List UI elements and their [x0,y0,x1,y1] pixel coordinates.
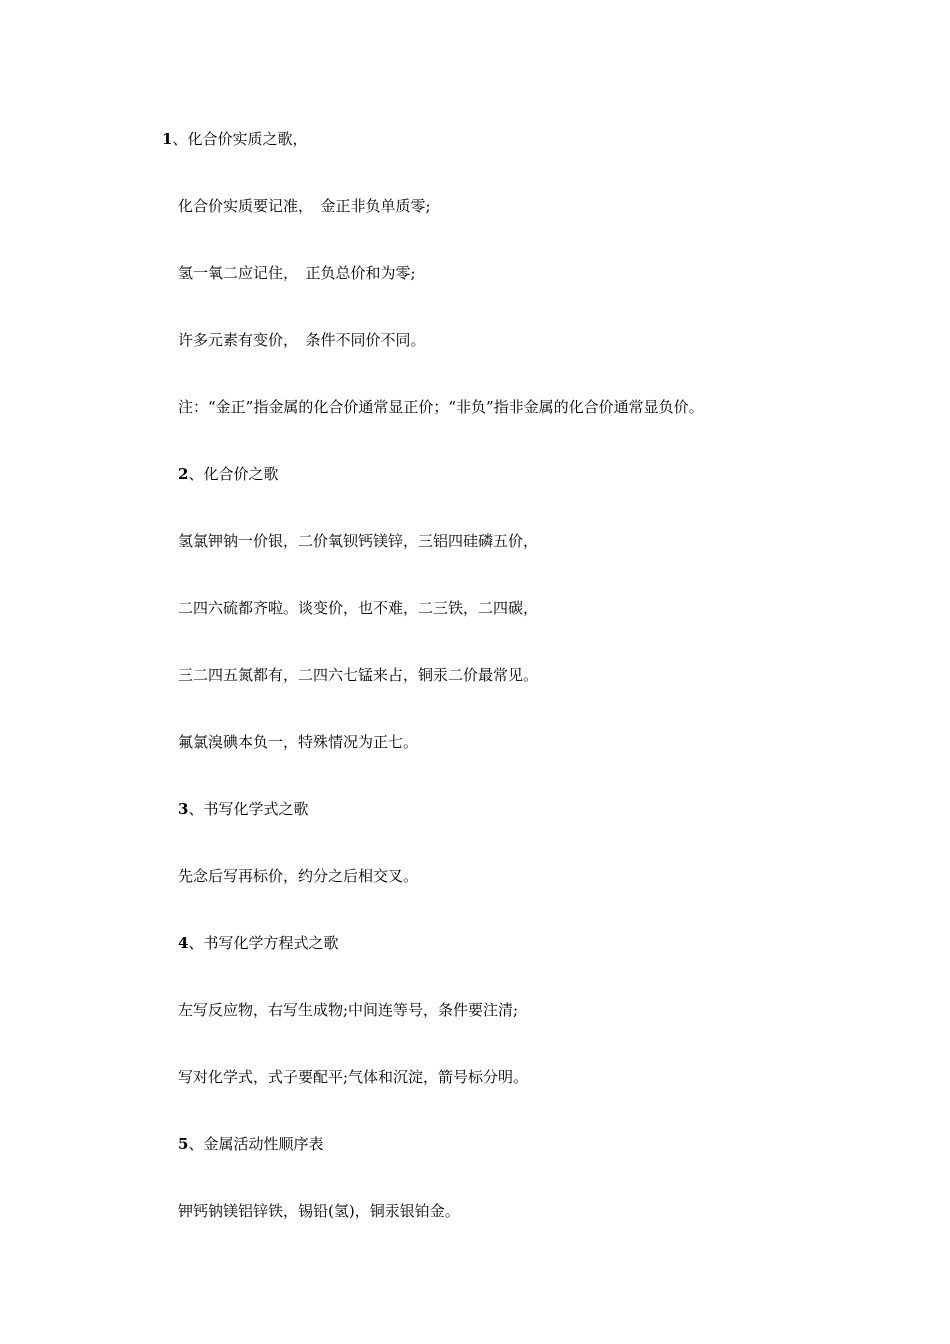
section-2-title: 、化合价之歌 [188,465,279,483]
section-1-heading [162,129,307,149]
section-1-line-3: 许多元素有变价， 条件不同价不同。 [178,331,426,349]
section-4-line-1: 左写反应物，右写生成物;中间连等号，条件要注清; [178,1001,519,1019]
section-4-line-2: 写对化学式，式子要配平;气体和沉淀，箭号标分明。 [178,1068,529,1086]
section-1-line-1: 化合价实质要记准， 金正非负单质零; [178,197,431,215]
section-1-line-2: 氢一氧二应记住， 正负总价和为零; [178,264,416,282]
section-3-title: 、书写化学式之歌 [188,800,309,818]
section-1-note: 注：“金正”指金属的化合价通常显正价；“非负”指非金属的化合价通常显负价。 [178,398,704,416]
section-4-number: 4 [178,934,189,952]
section-3-number: 3 [178,800,189,818]
section-1-title: 、化合价实质之歌， [172,130,308,148]
section-5-heading [178,1134,323,1154]
section-2-line-3: 三二四五氮都有，二四六七锰来占，铜汞二价最常见。 [178,666,539,684]
section-2-line-2: 二四六硫都齐啦。谈变价，也不难，二三铁，二四碳， [178,599,539,617]
section-5-title: 、金属活动性顺序表 [188,1135,324,1153]
section-5-line-1: 钾钙钠镁铝锌铁，锡铅(氢)，铜汞银铂金。 [178,1202,460,1220]
section-2-line-1: 氢氯钾钠一价银，二价氧钡钙镁锌，三铝四硅磷五价， [178,532,539,550]
section-2-number: 2 [178,465,189,483]
section-5-number: 5 [178,1135,189,1153]
section-2-heading [178,464,278,484]
section-2-line-4: 氟氯溴碘本负一，特殊情况为正七。 [178,733,419,751]
section-4-title: 、书写化学方程式之歌 [188,934,339,952]
section-4-heading [178,933,338,953]
section-3-heading [178,799,308,819]
section-1-number: 1 [162,130,173,148]
section-3-line-1: 先念后写再标价，约分之后相交叉。 [178,867,419,885]
